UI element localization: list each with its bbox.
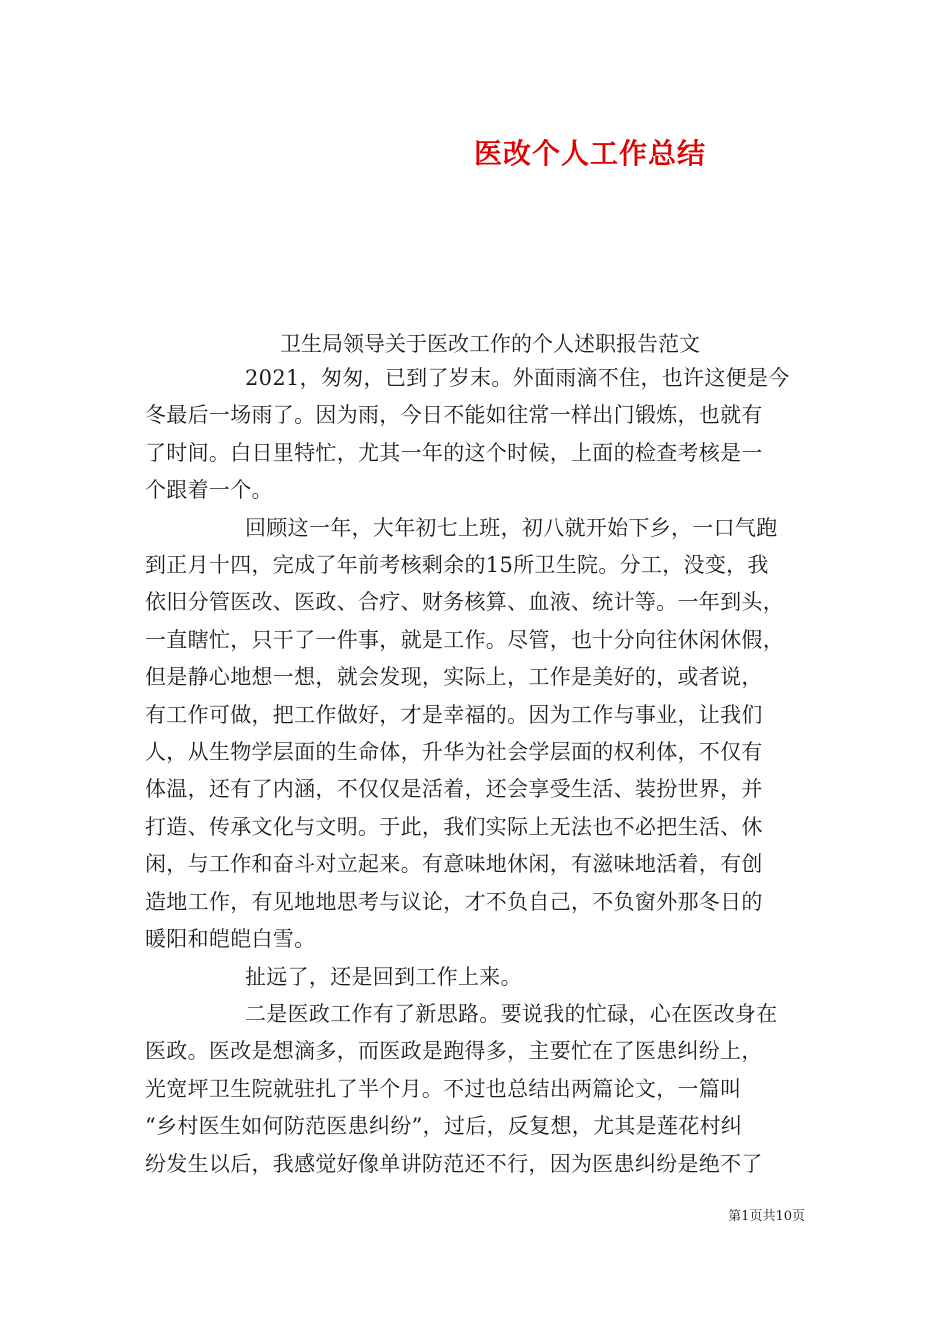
paragraph-line: 体温，还有了内涵，不仅仅是活着，还会享受生活、装扮世界，并 xyxy=(145,777,763,802)
paragraph-line: 有工作可做，把工作做好，才是幸福的。因为工作与事业，让我们 xyxy=(145,702,763,727)
paragraph-line: 打造、传承文化与文明。于此，我们实际上无法也不必把生活、休 xyxy=(145,814,763,839)
paragraph-line: 一直瞎忙，只干了一件事，就是工作。尽管，也十分向往休闲休假， xyxy=(145,627,784,652)
paragraph-line: 扯远了，还是回到工作上来。 xyxy=(245,964,522,989)
paragraph-line: 但是静心地想一想，就会发现，实际上，工作是美好的，或者说， xyxy=(145,665,763,690)
paragraph-3 xyxy=(145,959,805,996)
paragraph-line: 到正月十四，完成了年前考核剩余的15所卫生院。分工，没变，我 xyxy=(145,553,769,578)
paragraph-line: 依旧分管医改、医政、合疗、财务核算、血液、统计等。一年到头， xyxy=(145,590,784,615)
paragraph-line: 造地工作，有见地地思考与议论，才不负自己，不负窗外那冬日的 xyxy=(145,889,763,914)
page-number: 第1页共10页 xyxy=(728,1209,805,1224)
paragraph-line: 二是医政工作有了新思路。要说我的忙碌，心在医改身在 xyxy=(245,1001,778,1026)
paragraph-line: “乡村医生如何防范医患纠纷”，过后，反复想，尤其是莲花村纠 xyxy=(145,1114,743,1139)
paragraph-line: 2021，匆匆，已到了岁末。外面雨滴不住，也许这便是今 xyxy=(245,366,790,390)
paragraph-4 xyxy=(145,996,805,1183)
paragraph-line: 光宽坪卫生院就驻扎了半个月。不过也总结出两篇论文，一篇叫 xyxy=(145,1076,742,1101)
paragraph-line: 闲，与工作和奋斗对立起来。有意味地休闲，有滋味地活着，有创 xyxy=(145,852,763,877)
paragraph-line: 医政。医改是想滴多，而医政是跑得多，主要忙在了医患纠纷上， xyxy=(145,1039,763,1064)
paragraph-line: 人，从生物学层面的生命体，升华为社会学层面的权利体，不仅有 xyxy=(145,740,763,765)
paragraph-1 xyxy=(145,360,805,510)
paragraph-line: 冬最后一场雨了。因为雨，今日不能如往常一样出门锻炼，也就有 xyxy=(145,403,763,428)
document-subtitle: 卫生局领导关于医改工作的个人述职报告范文 xyxy=(280,332,700,356)
paragraph-line: 个跟着一个。 xyxy=(145,478,273,503)
paragraph-line: 了时间。白日里特忙，尤其一年的这个时候，上面的检查考核是一 xyxy=(145,440,763,465)
paragraph-2 xyxy=(145,510,805,959)
paragraph-line: 纷发生以后，我感觉好像单讲防范还不行，因为医患纠纷是绝不了 xyxy=(145,1151,763,1176)
paragraph-line: 回顾这一年，大年初七上班，初八就开始下乡，一口气跑 xyxy=(245,515,778,540)
document-title: 医改个人工作总结 xyxy=(473,137,706,170)
document-body xyxy=(145,360,805,1183)
paragraph-line: 暖阳和皑皑白雪。 xyxy=(145,927,316,952)
